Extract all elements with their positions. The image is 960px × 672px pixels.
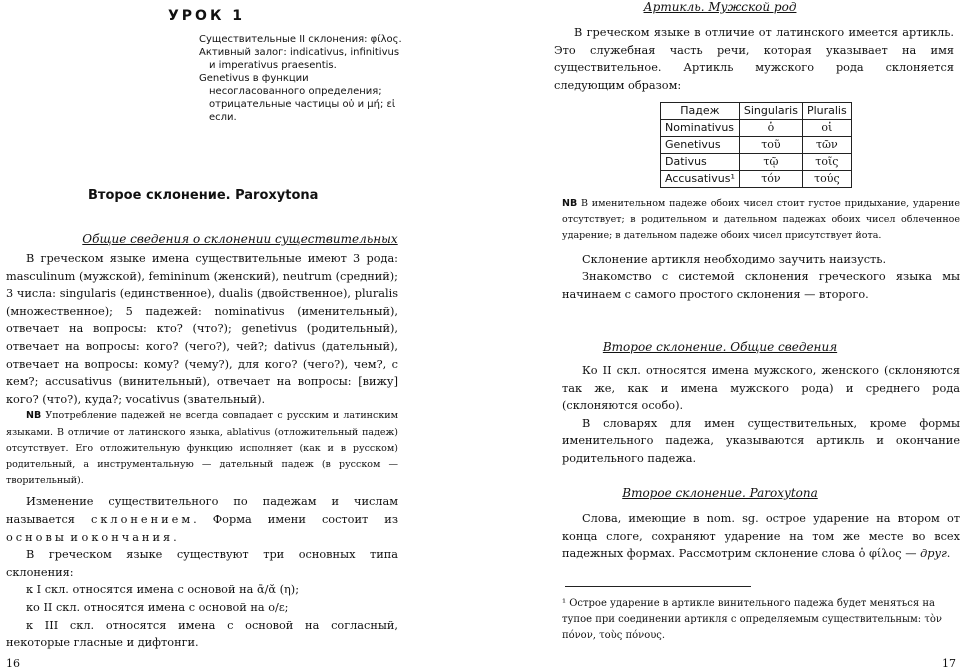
table-header: Падеж <box>661 103 740 120</box>
section-title: Второе склонение. Paroxytona <box>88 188 319 203</box>
declension-text-end: . <box>173 530 177 544</box>
declension-text-and: и <box>70 530 78 544</box>
right-page <box>480 0 960 672</box>
article-paragraph: В греческом языке в отличие от латинского имеется артикль. Это служебная часть речи, которая указывает на имя существительное. Артикль мужского рода склоняется следующим образом: <box>554 26 954 92</box>
page-number-right: 17 <box>942 657 956 670</box>
left-body <box>6 250 398 652</box>
table-header: Pluralis <box>802 103 851 120</box>
article-nb-note <box>562 196 960 245</box>
greek-example-word: ὁ φίλος <box>858 547 902 561</box>
table-cell-singular: τοῦ <box>739 137 802 154</box>
footnote: ¹ Острое ударение в артикле винительного падежа будет меняться на тупое при соединении артикля с определяемым существительным: τὸν πόνον, τοὺς πόνους. <box>562 598 942 641</box>
period: . <box>946 547 951 561</box>
nb-label: NB <box>26 410 42 422</box>
table-cell-plural: οἱ <box>802 120 851 137</box>
topic-item: Активный залог: indicativus, infinitivus и imperativus praesentis. <box>199 47 400 71</box>
table-header-row <box>661 103 852 120</box>
table-header: Singularis <box>739 103 802 120</box>
table-row <box>661 171 852 188</box>
subsection-title-paroxytona: Второе склонение. Paroxytona <box>622 486 818 500</box>
table-cell-singular: τῷ <box>739 154 802 171</box>
types-intro: В греческом языке существуют три основных типа склонения: <box>6 548 398 579</box>
nb-text: Употребление падежей не всегда совпадает с русским и латинским языками. В отличие от латинского языка, ablativus (отложительный падеж) отсутствует. Его отложительную функцию исполняет (как и в русском) родительный, а инструментальную — дательный падеж (в русском — творительный). <box>6 410 398 487</box>
declension-paragraph <box>6 493 398 546</box>
declension-text-mid: . Форма имени состоит из <box>193 512 398 526</box>
lesson-topics <box>199 33 405 124</box>
declension-type-item: к III скл. относятся имена с основой на согласный, некоторые гласные и дифтонги. <box>6 618 398 650</box>
right-body <box>562 196 960 303</box>
term-declension: склонением <box>91 512 194 526</box>
nb-text: В именительном падеже обоих чисел стоит густое придыхание, ударение отсутствует; в родительном и дательном падежах обоих чисел облеченное ударение; в дательном падеже обоих чисел присутствует йота. <box>562 198 960 242</box>
table-row <box>661 120 852 137</box>
intro-paragraph: Знакомство с системой склонения греческого языка мы начинаем с самого простого склонения — второго. <box>562 270 960 301</box>
page-number-left: 16 <box>6 657 20 670</box>
dictionary-paragraph: В словарях для имен существительных, кроме формы именительного падежа, указываются артикль и окончание родительного падежа. <box>562 416 960 465</box>
subsection-title-general: Второе склонение. Общие сведения <box>602 340 838 354</box>
general-body <box>562 362 960 468</box>
subsection-title: Общие сведения о склонении существительных <box>82 232 398 246</box>
table-row <box>661 154 852 171</box>
paroxytona-paragraph <box>562 510 960 563</box>
table-cell-plural: τῶν <box>802 137 851 154</box>
table-cell-plural: τοῖς <box>802 154 851 171</box>
paroxytona-body <box>562 510 960 563</box>
footnote-divider <box>565 586 751 587</box>
genders-ii-paragraph: Ко II скл. относятся имена мужского, женского (склоняются так же, как и имена мужского рода) и среднего рода (склоняются особо). <box>562 364 960 413</box>
memorize-paragraph: Склонение артикля необходимо заучить наизусть. <box>582 252 887 266</box>
table-cell-case: Dativus <box>661 154 740 171</box>
table-cell-case: Genetivus <box>661 137 740 154</box>
dash: — <box>901 547 921 561</box>
declension-type-item: ко II скл. относятся имена с основой на ο/ε; <box>26 600 289 614</box>
nb-note <box>6 408 398 489</box>
term-stem: основы <box>6 530 67 544</box>
article-title: Артикль. Мужской род <box>643 0 797 14</box>
paroxytona-text: Слова, имеющие в nom. sg. острое ударение на втором от конца слоге, сохраняют ударение на том же месте во всех падежных формах. Рассмотрим склонение слова <box>562 512 960 561</box>
gloss-word: друг <box>920 547 947 561</box>
declension-text-start: Изменение существительного по падежам и числам называется <box>6 495 398 526</box>
table-cell-singular: ὁ <box>739 120 802 137</box>
genders-paragraph: В греческом языке имена существительные имеют 3 рода: masculinum (мужской), femininum (женский), neutrum (средний); 3 числа: singularis (единственное), dualis (двойственное), pluralis (множественное); 5 падежей: nominativus (именительный), отвечает на вопросы: кто? (что?); genetivus (родительный), отвечает на вопросы: кого? (чего?), чей?; dativus (дательный), отвечает на вопросы: кому? (чему?), для кого? (чего?), чем?, с кем?; accusativus (винительный), отвечает на вопросы: [вижу] кого? (что?), куда?; vocativus (звательный). <box>6 252 398 406</box>
right-intro <box>554 24 954 94</box>
declension-type-item: к I скл. относятся имена с основой на ᾱ/ᾰ (η); <box>26 583 299 597</box>
term-ending: окончания <box>81 530 174 544</box>
table-cell-plural: τούς <box>802 171 851 188</box>
table-cell-case: Accusativus¹ <box>661 171 740 188</box>
article-declension-table <box>660 102 852 188</box>
table-row <box>661 137 852 154</box>
lesson-title: УРОК 1 <box>168 8 246 24</box>
topic-item: Существительные II склонения: φίλος. <box>199 34 402 45</box>
nb-label: NB <box>562 198 578 209</box>
table-cell-singular: τόν <box>739 171 802 188</box>
table-cell-case: Nominativus <box>661 120 740 137</box>
topic-item: Genetivus в функции несогласованного определения; отрицательные частицы οὐ и μή; εἰ если. <box>199 73 396 123</box>
